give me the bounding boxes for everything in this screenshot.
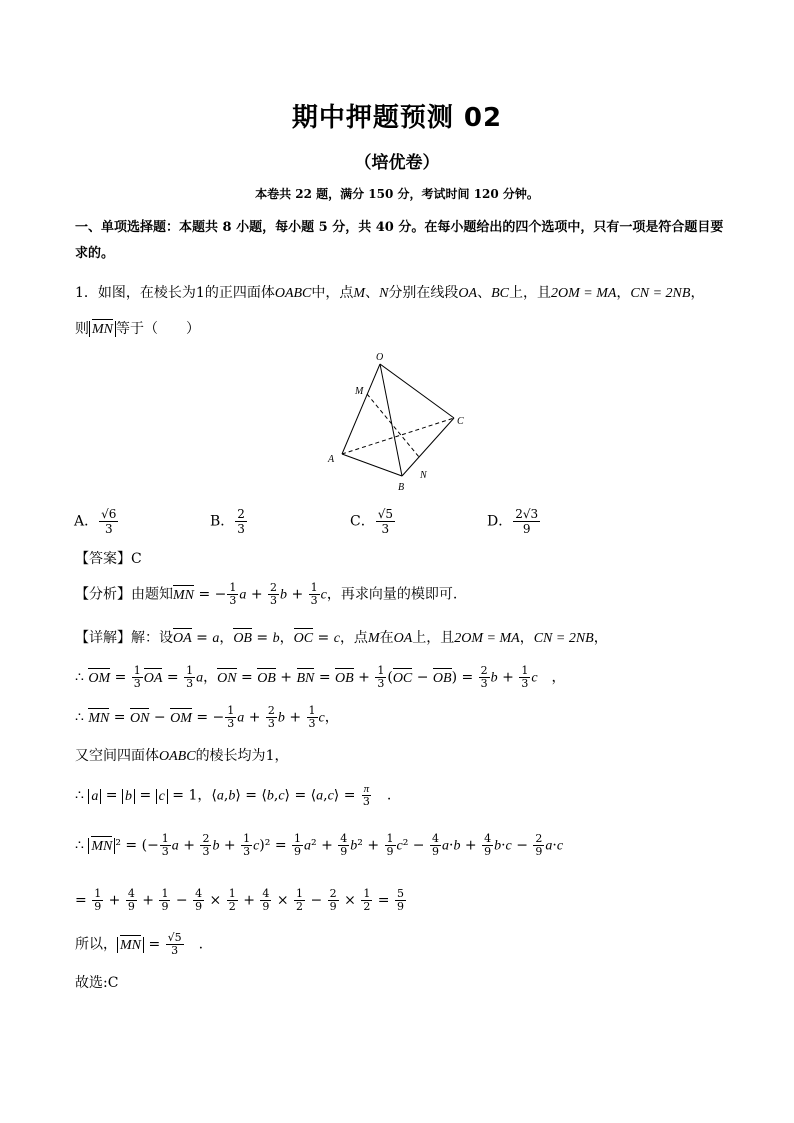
edge-ab <box>342 454 402 476</box>
analysis-line: 【分析】由题知MN = − $\frac{1}{3}$ a + $\frac{2}{3}$ b + $\frac{1}{3}$ c，再求向量的模即可. <box>75 581 458 607</box>
answer-value: C <box>131 551 142 567</box>
segment-mn-hidden <box>367 394 419 457</box>
label-b: B <box>398 482 405 493</box>
edge-ob <box>380 364 402 476</box>
choice-c[interactable]: C． $\frac{√5}{3}$ <box>350 507 393 536</box>
question-stem-line2: 则 MN 等于（ ） <box>75 321 200 337</box>
exam-info: 本卷共 22 题，满分 150 分，考试时间 120 分钟。 <box>255 187 539 201</box>
edge-bc <box>402 418 454 476</box>
detail-line2: ∴ OM = $\frac{1}{3}$ OA = $\frac{1}{3}$ a，ON = OB + BN = OB + $\frac{1}{3}$ (OC − OB) = $\frac{2}{3}$ b + $\frac{1}{3}$ c ， <box>75 664 566 690</box>
section-heading: 一、单项选择题：本题共 8 小题，每小题 5 分，共 40 分。在每小题给出的四个选项中，只有一项是符合题目要求的。 <box>75 220 724 261</box>
detail-line1: 【详解】解：设OA = a，OB = b，OC = c，点M在OA上，且2OM = MA，CN = 2NB， <box>75 630 608 646</box>
final-choice: 故选:C <box>75 975 119 991</box>
tetrahedron-figure <box>320 348 480 498</box>
answer-line: 【答案】C <box>75 551 142 567</box>
conclusion-line: 所以， MN = $\frac{√5}{3}$ . <box>75 931 204 957</box>
choice-b[interactable]: B． $\frac{2}{3}$ <box>210 507 245 536</box>
edge-oc <box>380 364 454 418</box>
page-subtitle: （培优卷） <box>354 153 440 173</box>
detail-line3: ∴ MN = ON − OM = − $\frac{1}{3}$ a + $\frac{2}{3}$ b + $\frac{1}{3}$ c， <box>75 704 339 730</box>
edge-oa <box>342 364 380 454</box>
choice-a[interactable]: A． $\frac{√6}{3}$ <box>74 507 117 536</box>
detail-line5: ∴ a = b = c = 1，⟨a,b⟩ = ⟨b,c⟩ = ⟨a,c⟩ = $\frac{\pi}{3}$ . <box>75 783 392 808</box>
choice-d[interactable]: D． $\frac{2√3}{9}$ <box>487 507 539 536</box>
label-c: C <box>457 416 464 427</box>
question-stem-line1: 1．如图，在棱长为1的正四面体OABC中，点M、N分别在线段OA、BC上，且2OM = MA，CN = 2NB， <box>75 285 705 301</box>
question-number: 1． <box>75 285 98 301</box>
vector-magnitude: MN <box>89 321 116 337</box>
detail-line4: 又空间四面体OABC的棱长均为1， <box>75 748 289 764</box>
page-title: 期中押题预测 02 <box>291 103 503 133</box>
label-m: M <box>355 386 364 397</box>
label-n: N <box>420 470 427 481</box>
detail-line7: = $\frac{1}{9}$ + $\frac{4}{9}$ + $\frac{1}{9}$ − $\frac{4}{9}$ × $\frac{1}{2}$ + $\frac{4}{9}$ × $\frac{1}{2}$ − $\frac{2}{9}$ × $\frac{1}{2}$ = $\frac{5}{9}$ <box>75 887 404 913</box>
label-a: A <box>328 454 335 465</box>
label-o: O <box>376 352 384 363</box>
detail-line6: ∴ MN ² = (− $\frac{1}{3}$ a + $\frac{2}{3}$ b + $\frac{1}{3}$ c)² = $\frac{1}{9}$ a² + $\frac{4}{9}$ b² + $\frac{1}{9}$ c² − $\frac{4}{9}$ a·b + $\frac{4}{9}$ b·c − $\frac{2}{9}$ a·c <box>75 832 564 858</box>
